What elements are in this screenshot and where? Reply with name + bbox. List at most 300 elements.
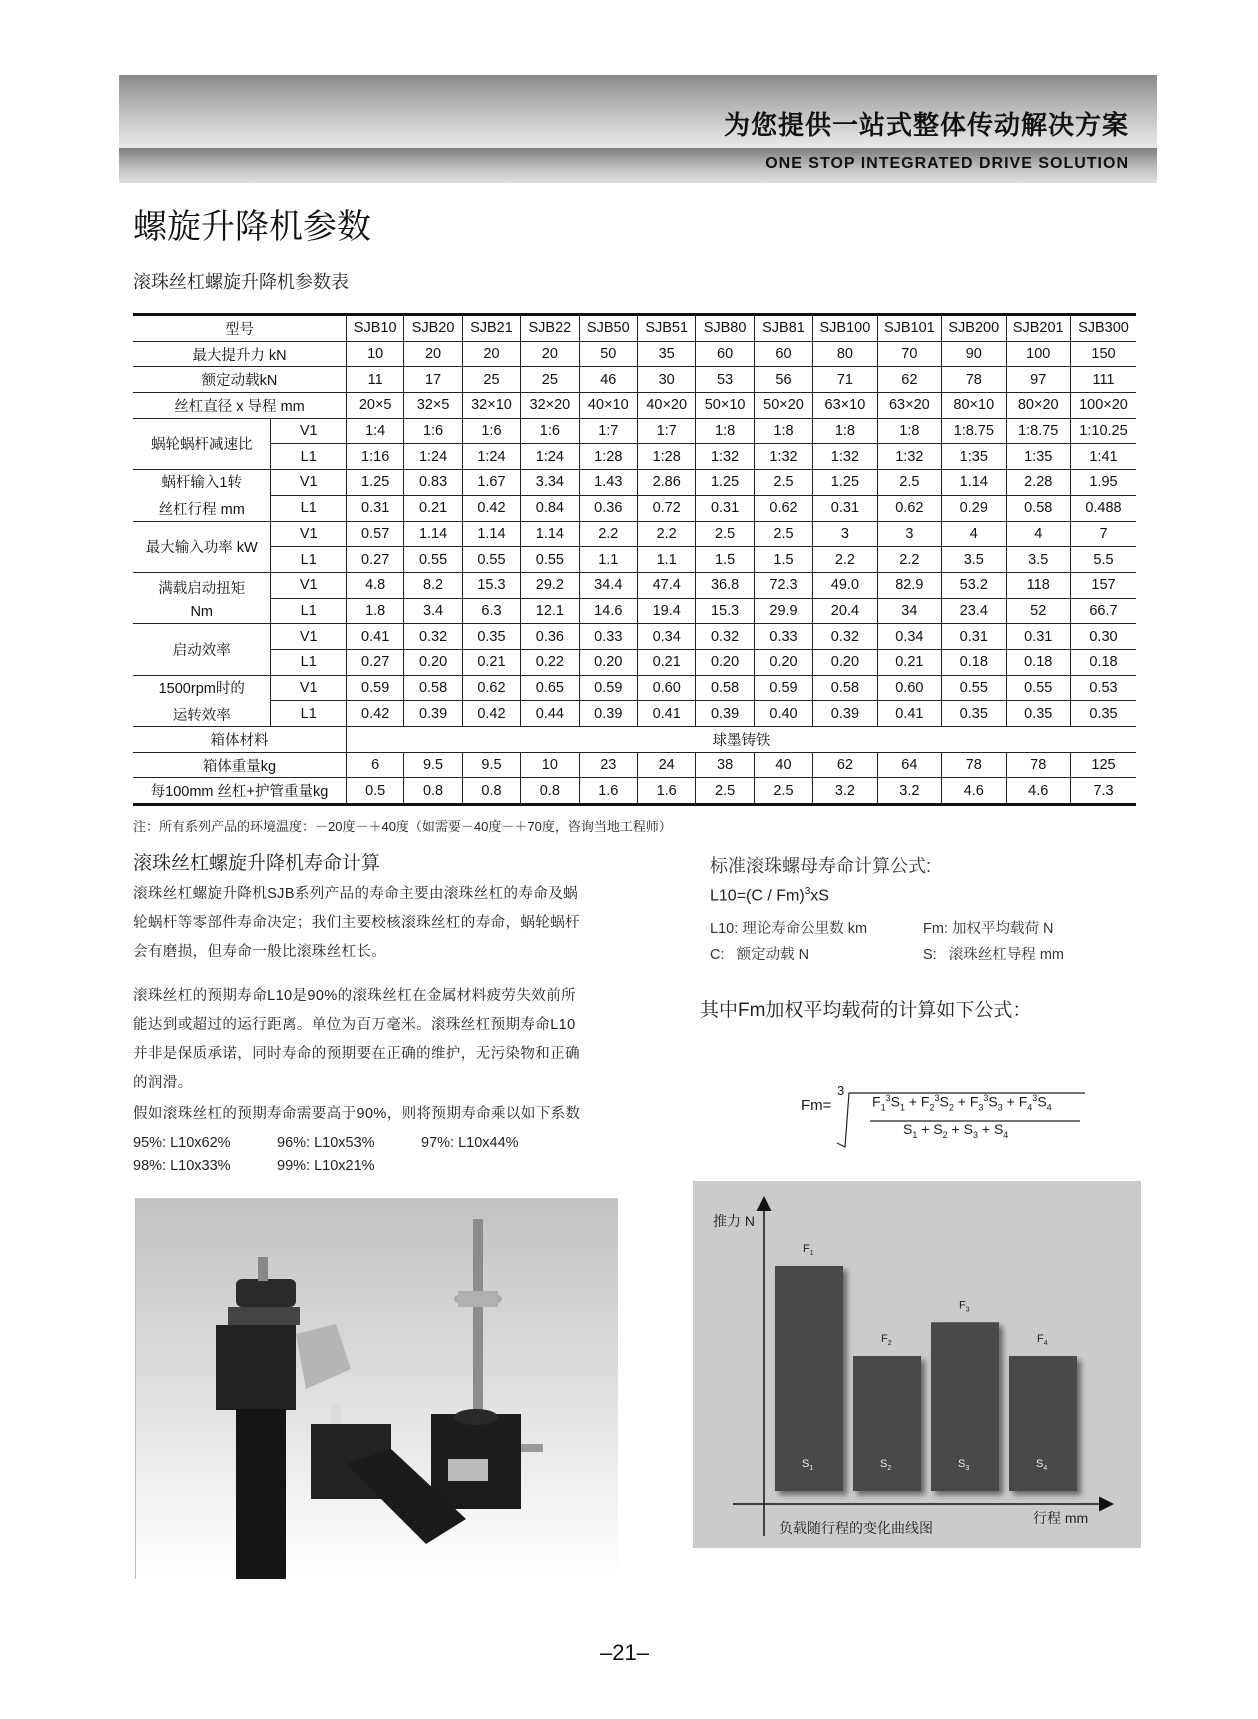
table-cell: 0.27 [346, 649, 403, 675]
table-cell: 90 [942, 341, 1006, 367]
table-cell: 36.8 [696, 572, 754, 598]
sub-header-v1: V1 [271, 675, 347, 701]
table-cell: 0.41 [637, 701, 695, 727]
life-paragraph-1 [133, 880, 623, 967]
table-row [133, 547, 1136, 573]
model-header: SJB20 [404, 315, 462, 342]
table-cell: 0.58 [1006, 495, 1070, 521]
table-cell: 0.62 [462, 675, 520, 701]
table-cell: 2.5 [754, 470, 812, 496]
table-row [133, 393, 1136, 419]
table-cell: 1.25 [696, 470, 754, 496]
table-cell: 0.36 [521, 624, 579, 650]
table-cell: 0.62 [754, 495, 812, 521]
table-cell: 0.32 [404, 624, 462, 650]
table-cell: 2.2 [877, 547, 941, 573]
table-cell: 0.41 [346, 624, 403, 650]
table-cell: 0.40 [754, 701, 812, 727]
fm-numerator: $F_1^3S_1 + F_2^3S_2 + F_3^3S_3 + F_4^3S_4$ [872, 1093, 1052, 1113]
table-cell: 1:24 [521, 444, 579, 470]
row-header: 型号 [133, 315, 346, 342]
sub-header-v1: V1 [271, 521, 347, 547]
table-row [133, 752, 1136, 778]
table-cell: 0.39 [696, 701, 754, 727]
life-paragraph-2 [133, 982, 623, 1098]
table-cell: 52 [1006, 598, 1070, 624]
model-header: SJB21 [462, 315, 520, 342]
table-cell: 0.21 [404, 495, 462, 521]
table-cell: 0.20 [754, 649, 812, 675]
table-cell: 0.35 [1070, 701, 1136, 727]
table-cell: 60 [754, 341, 812, 367]
table-cell: 0.20 [404, 649, 462, 675]
table-cell: 47.4 [637, 572, 695, 598]
sub-header-v1: V1 [271, 624, 347, 650]
table-cell: 1:41 [1070, 444, 1136, 470]
table-cell: 1.25 [346, 470, 403, 496]
table-cell: 0.55 [521, 547, 579, 573]
table-cell: 2.5 [877, 470, 941, 496]
sub-header-l1: L1 [271, 495, 347, 521]
table-cell: 0.18 [1070, 649, 1136, 675]
table-cell: 1.67 [462, 470, 520, 496]
table-cell: 2.86 [637, 470, 695, 496]
fm-formula-title: 其中Fm加权平均载荷的计算如下公式： [700, 1000, 1032, 1021]
table-cell: 111 [1070, 367, 1136, 393]
row-header: 丝杠直径 x 导程 mm [133, 393, 346, 419]
table-cell: 97 [1006, 367, 1070, 393]
table-cell: 0.31 [1006, 624, 1070, 650]
material-value: 球墨铸铁 [346, 727, 1136, 753]
table-row [133, 315, 1136, 342]
table-cell: 71 [813, 367, 877, 393]
table-cell: 40×20 [637, 393, 695, 419]
chart-y-label: 推力 N [713, 1213, 755, 1229]
sub-header-l1: L1 [271, 444, 347, 470]
table-cell: 80×20 [1006, 393, 1070, 419]
table-cell: 1.14 [521, 521, 579, 547]
table-cell: 1.5 [696, 547, 754, 573]
table-cell: 0.21 [877, 649, 941, 675]
table-cell: 2.2 [813, 547, 877, 573]
table-cell: 1:8.75 [1006, 418, 1070, 444]
table-cell: 0.55 [942, 675, 1006, 701]
table-cell: 0.8 [521, 778, 579, 805]
screw-jack-illustration [136, 1199, 618, 1579]
table-cell: 1.14 [942, 470, 1006, 496]
row-header: 满载启动扭矩 Nm [133, 572, 271, 623]
table-cell: 38 [696, 752, 754, 778]
table-cell: 4.6 [1006, 778, 1070, 805]
table-cell: 100×20 [1070, 393, 1136, 419]
table-cell: 0.5 [346, 778, 403, 805]
table-cell: 3.2 [813, 778, 877, 805]
table-cell: 34.4 [579, 572, 637, 598]
table-cell: 2.5 [696, 778, 754, 805]
row-header: 箱体重量kg [133, 752, 346, 778]
fm-denominator: $S_1 + S_2 + S_3 + S_4$ [903, 1121, 1009, 1140]
table-cell: 0.36 [579, 495, 637, 521]
table-cell: 4 [942, 521, 1006, 547]
table-cell: 1:6 [462, 418, 520, 444]
chart-x-label: 行程 mm [1033, 1510, 1089, 1526]
table-cell: 125 [1070, 752, 1136, 778]
table-cell: 1:7 [579, 418, 637, 444]
table-cell: 0.59 [579, 675, 637, 701]
table-cell: 0.34 [877, 624, 941, 650]
table-cell: 1:8 [813, 418, 877, 444]
bar-travel-label: $S_4$ [1036, 1458, 1048, 1472]
table-cell: 0.57 [346, 521, 403, 547]
table-cell: 10 [521, 752, 579, 778]
model-header: SJB100 [813, 315, 877, 342]
table-cell: 78 [942, 752, 1006, 778]
table-cell: 0.33 [579, 624, 637, 650]
table-cell: 1:24 [404, 444, 462, 470]
paragraph-line: 并非是保质承诺，同时寿命的预期要在正确的维护，无污染物和正确 [133, 1046, 580, 1062]
row-header: 蜗杆输入1转 丝杠行程 mm [133, 470, 271, 521]
table-cell: 32×20 [521, 393, 579, 419]
table-cell: 1:8 [696, 418, 754, 444]
table-cell: 50 [579, 341, 637, 367]
bar-force-label: $F_2$ [881, 1333, 892, 1347]
table-cell: 150 [1070, 341, 1136, 367]
table-cell: 0.8 [462, 778, 520, 805]
table-cell: 0.20 [696, 649, 754, 675]
table-cell: 46 [579, 367, 637, 393]
table-cell: 0.31 [696, 495, 754, 521]
table-cell: 0.35 [462, 624, 520, 650]
factor-96: 96%: L10x53% [277, 1135, 375, 1151]
table-row [133, 444, 1136, 470]
table-cell: 20 [521, 341, 579, 367]
table-cell: 70 [877, 341, 941, 367]
table-cell: 66.7 [1070, 598, 1136, 624]
table-cell: 1:35 [1006, 444, 1070, 470]
table-cell: 0.58 [696, 675, 754, 701]
table-cell: 0.32 [813, 624, 877, 650]
table-cell: 6 [346, 752, 403, 778]
table-cell: 14.6 [579, 598, 637, 624]
table-row [133, 778, 1136, 805]
table-cell: 7.3 [1070, 778, 1136, 805]
table-cell: 2.2 [579, 521, 637, 547]
table-cell: 72.3 [754, 572, 812, 598]
bar-force-label: $F_3$ [959, 1299, 970, 1314]
table-cell: 63×20 [877, 393, 941, 419]
table-cell: 1:8 [877, 418, 941, 444]
table-cell: 60 [696, 341, 754, 367]
row-header: 启动效率 [133, 624, 271, 675]
table-cell: 157 [1070, 572, 1136, 598]
sub-header-l1: L1 [271, 547, 347, 573]
table-cell: 30 [637, 367, 695, 393]
table-cell: 0.8 [404, 778, 462, 805]
table-row [133, 495, 1136, 521]
table-row [133, 649, 1136, 675]
table-cell: 2.2 [637, 521, 695, 547]
bar-travel-label: $S_3$ [958, 1458, 970, 1472]
table-cell: 1.25 [813, 470, 877, 496]
def-s: S: 滚珠丝杠导程 mm [923, 947, 1064, 963]
table-cell: 20×5 [346, 393, 403, 419]
table-cell: 0.35 [1006, 701, 1070, 727]
model-header: SJB201 [1006, 315, 1070, 342]
table-cell: 0.65 [521, 675, 579, 701]
table-cell: 0.58 [404, 675, 462, 701]
chart-bars [775, 1243, 1077, 1491]
table-cell: 53.2 [942, 572, 1006, 598]
table-cell: 15.3 [696, 598, 754, 624]
fm-formula [795, 1083, 1085, 1153]
table-cell: 0.58 [813, 675, 877, 701]
table-cell: 1:32 [754, 444, 812, 470]
table-cell: 50×10 [696, 393, 754, 419]
table-cell: 0.72 [637, 495, 695, 521]
table-cell: 0.39 [404, 701, 462, 727]
table-row [133, 675, 1136, 701]
table-cell: 0.39 [813, 701, 877, 727]
table-cell: 0.35 [942, 701, 1006, 727]
table-cell: 11 [346, 367, 403, 393]
factor-98: 98%: L10x33% [133, 1158, 231, 1174]
table-cell: 3.5 [942, 547, 1006, 573]
table-cell: 0.27 [346, 547, 403, 573]
table-cell: 0.32 [696, 624, 754, 650]
model-header: SJB22 [521, 315, 579, 342]
table-row [133, 367, 1136, 393]
table-cell: 0.18 [942, 649, 1006, 675]
paragraph-line: 能达到或超过的运行距离。单位为百万毫米。滚珠丝杠预期寿命L10 [133, 1017, 576, 1033]
sub-header-l1: L1 [271, 649, 347, 675]
table-cell: 0.31 [813, 495, 877, 521]
factor-97: 97%: L10x44% [421, 1135, 519, 1151]
table-row [133, 701, 1136, 727]
table-cell: 53 [696, 367, 754, 393]
table-cell: 1:32 [696, 444, 754, 470]
model-header: SJB50 [579, 315, 637, 342]
table-cell: 0.21 [637, 649, 695, 675]
table-cell: 17 [404, 367, 462, 393]
banner-title-cn: 为您提供一站式整体传动解决方案 [723, 111, 1129, 141]
table-cell: 2.5 [754, 778, 812, 805]
table-cell: 0.42 [462, 495, 520, 521]
table-cell: 2.5 [754, 521, 812, 547]
table-cell: 15.3 [462, 572, 520, 598]
bar-travel-label: $S_1$ [802, 1458, 814, 1472]
table-cell: 0.33 [754, 624, 812, 650]
table-cell: 1.1 [637, 547, 695, 573]
def-fm: Fm: 加权平均载荷 N [923, 921, 1054, 937]
table-cell: 32×5 [404, 393, 462, 419]
life-section-title: 滚珠丝杠螺旋升降机寿命计算 [133, 853, 381, 874]
table-cell: 29.2 [521, 572, 579, 598]
load-travel-chart-svg [693, 1181, 1141, 1548]
table-cell: 1.5 [754, 547, 812, 573]
table-cell: 118 [1006, 572, 1070, 598]
sub-header-l1: L1 [271, 598, 347, 624]
table-cell: 3.34 [521, 470, 579, 496]
table-cell: 23.4 [942, 598, 1006, 624]
table-cell: 0.31 [942, 624, 1006, 650]
table-row [133, 470, 1136, 496]
table-cell: 40×10 [579, 393, 637, 419]
table-cell: 0.42 [346, 701, 403, 727]
model-header: SJB80 [696, 315, 754, 342]
table-cell: 4 [1006, 521, 1070, 547]
table-cell: 1:28 [579, 444, 637, 470]
table-row [133, 624, 1136, 650]
table-cell: 40 [754, 752, 812, 778]
table-cell: 0.20 [813, 649, 877, 675]
table-cell: 1.14 [404, 521, 462, 547]
table-cell: 0.60 [637, 675, 695, 701]
bar-travel-label: $S_2$ [880, 1458, 892, 1472]
table-cell: 4.6 [942, 778, 1006, 805]
table-row [133, 598, 1136, 624]
table-cell: 35 [637, 341, 695, 367]
page-title: 螺旋升降机参数 [133, 208, 371, 246]
table-cell: 1:35 [942, 444, 1006, 470]
life-paragraph-3: 假如滚珠丝杠的预期寿命需要高于90%，则将预期寿命乘以如下系数 [133, 1106, 581, 1122]
table-cell: 3.4 [404, 598, 462, 624]
fm-formula-lhs: Fm= [801, 1097, 832, 1114]
table-cell: 8.2 [404, 572, 462, 598]
table-cell: 24 [637, 752, 695, 778]
table-title: 滚珠丝杠螺旋升降机参数表 [133, 272, 349, 292]
table-cell: 20 [462, 341, 520, 367]
table-cell: 6.3 [462, 598, 520, 624]
table-cell: 19.4 [637, 598, 695, 624]
table-cell: 49.0 [813, 572, 877, 598]
table-cell: 1.8 [346, 598, 403, 624]
row-header: 1500rpm时的 运转效率 [133, 675, 271, 726]
table-cell: 3.5 [1006, 547, 1070, 573]
bar-force-label: $F_1$ [803, 1243, 814, 1257]
header-banner [119, 75, 1157, 183]
table-cell: 0.41 [877, 701, 941, 727]
table-cell: 63×10 [813, 393, 877, 419]
sub-header-l1: L1 [271, 701, 347, 727]
table-cell: 1:32 [877, 444, 941, 470]
page-number: –21– [600, 1640, 649, 1665]
table-cell: 1:24 [462, 444, 520, 470]
table-cell: 0.21 [462, 649, 520, 675]
table-cell: 1.14 [462, 521, 520, 547]
def-l10: L10: 理论寿命公里数 km [710, 921, 868, 937]
fm-root-index: 3 [837, 1083, 845, 1098]
model-header: SJB10 [346, 315, 403, 342]
table-cell: 5.5 [1070, 547, 1136, 573]
table-cell: 1:8.75 [942, 418, 1006, 444]
table-cell: 2.28 [1006, 470, 1070, 496]
table-cell: 0.29 [942, 495, 1006, 521]
table-cell: 0.60 [877, 675, 941, 701]
factor-95: 95%: L10x62% [133, 1135, 231, 1151]
row-header: 箱体材料 [133, 727, 346, 753]
table-row [133, 572, 1136, 598]
table-cell: 12.1 [521, 598, 579, 624]
table-cell: 0.31 [346, 495, 403, 521]
sub-header-v1: V1 [271, 470, 347, 496]
table-cell: 0.39 [579, 701, 637, 727]
table-cell: 1:7 [637, 418, 695, 444]
paragraph-line: 轮蜗杆等零部件寿命决定；我们主要校核滚珠丝杠的寿命，蜗轮蜗杆 [133, 915, 580, 931]
table-row [133, 341, 1136, 367]
table-cell: 0.30 [1070, 624, 1136, 650]
l10-formula-base: L10=(C / Fm) [710, 887, 805, 905]
paragraph-line: 的润滑。 [133, 1075, 193, 1091]
table-cell: 0.22 [521, 649, 579, 675]
paragraph-line: 滚珠丝杠螺旋升降机SJB系列产品的寿命主要由滚珠丝杠的寿命及蜗 [133, 886, 578, 902]
model-header: SJB81 [754, 315, 812, 342]
table-cell: 0.55 [462, 547, 520, 573]
table-cell: 80×10 [942, 393, 1006, 419]
table-cell: 0.83 [404, 470, 462, 496]
table-cell: 1.95 [1070, 470, 1136, 496]
l10-formula [710, 886, 829, 905]
table-cell: 9.5 [462, 752, 520, 778]
parameter-table [133, 313, 1136, 806]
table-cell: 1:10.25 [1070, 418, 1136, 444]
table-cell: 20 [404, 341, 462, 367]
model-header: SJB101 [877, 315, 941, 342]
l10-formula-suffix: xS [810, 887, 829, 905]
row-header: 每100mm 丝杠+护管重量kg [133, 778, 346, 805]
table-cell: 2.5 [696, 521, 754, 547]
table-cell: 1:6 [521, 418, 579, 444]
table-cell: 0.44 [521, 701, 579, 727]
row-header: 最大提升力 kN [133, 341, 346, 367]
bar-force-label: $F_4$ [1037, 1333, 1048, 1347]
table-cell: 32×10 [462, 393, 520, 419]
table-cell: 20.4 [813, 598, 877, 624]
table-cell: 80 [813, 341, 877, 367]
row-header: 额定动载kN [133, 367, 346, 393]
table-cell: 0.59 [346, 675, 403, 701]
table-cell: 4.8 [346, 572, 403, 598]
table-cell: 1.43 [579, 470, 637, 496]
table-cell: 3 [877, 521, 941, 547]
table-cell: 1:8 [754, 418, 812, 444]
sub-header-v1: V1 [271, 572, 347, 598]
row-header: 最大输入功率 kW [133, 521, 271, 572]
table-cell: 7 [1070, 521, 1136, 547]
def-c: C: 额定动载 N [710, 947, 810, 963]
table-cell: 62 [877, 367, 941, 393]
paragraph-line: 滚珠丝杠的预期寿命L10是90%的滚珠丝杠在金属材料疲劳失效前所 [133, 988, 577, 1004]
table-cell: 0.34 [637, 624, 695, 650]
factor-99: 99%: L10x21% [277, 1158, 375, 1174]
table-cell: 78 [942, 367, 1006, 393]
table-cell: 82.9 [877, 572, 941, 598]
table-cell: 25 [462, 367, 520, 393]
table-cell: 1.1 [579, 547, 637, 573]
product-photo [135, 1198, 618, 1579]
table-cell: 1:16 [346, 444, 403, 470]
table-cell: 1.6 [579, 778, 637, 805]
model-header: SJB200 [942, 315, 1006, 342]
table-cell: 50×20 [754, 393, 812, 419]
l10-formula-exponent: 3 [804, 886, 811, 897]
table-cell: 0.62 [877, 495, 941, 521]
table-cell: 0.55 [404, 547, 462, 573]
table-cell: 1:6 [404, 418, 462, 444]
table-cell: 0.18 [1006, 649, 1070, 675]
banner-title-en: ONE STOP INTEGRATED DRIVE SOLUTION [765, 155, 1129, 172]
table-cell: 100 [1006, 341, 1070, 367]
table-cell: 0.20 [579, 649, 637, 675]
